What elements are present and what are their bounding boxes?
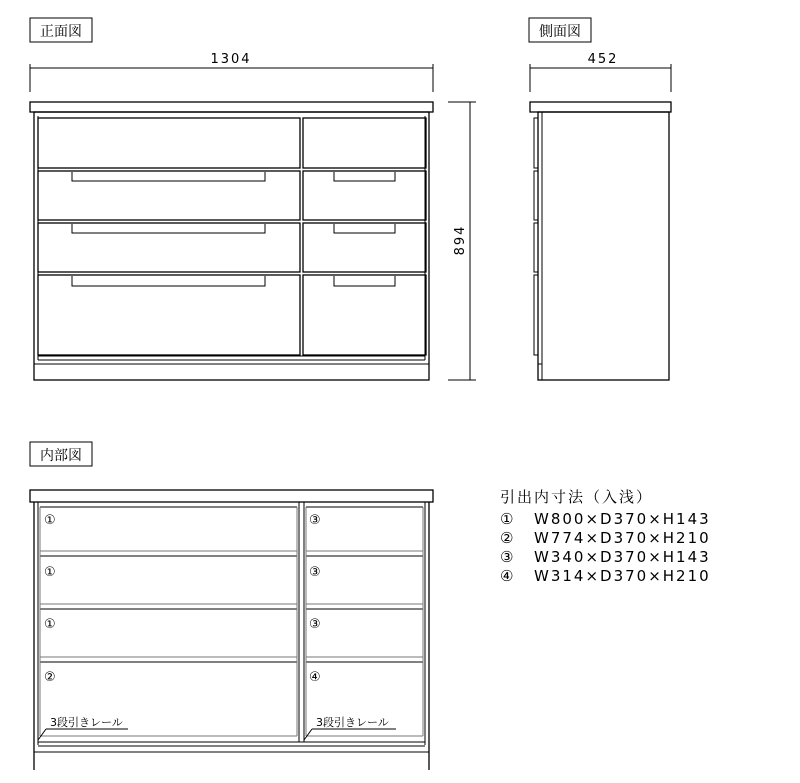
spec-row-1-marker: ①: [500, 510, 516, 528]
front-width-value: 1304: [210, 52, 252, 67]
front-left-drawer-2: [38, 171, 300, 220]
front-body: [34, 112, 429, 380]
side-depth-value: 452: [587, 52, 619, 67]
side-top-board: [530, 102, 671, 112]
interior-view: [30, 442, 433, 770]
front-left-drawer-4: [38, 275, 300, 355]
spec-row-4-marker: ④: [500, 567, 516, 585]
front-left-handle-2: [72, 172, 265, 181]
front-left-handle-4: [72, 276, 265, 286]
interior-right-marker-1: ③: [309, 513, 321, 528]
front-width-dimension: [30, 52, 433, 92]
interior-cabinet: [30, 490, 433, 770]
drawer-specs-title: 引出内寸法（入浅）: [500, 488, 654, 506]
spec-row-3-marker: ③: [500, 548, 516, 566]
front-right-drawer-3: [303, 223, 426, 272]
front-left-handle-3: [72, 224, 265, 233]
front-top-board: [30, 102, 433, 112]
rail-note-right: 3段引きレール: [316, 716, 389, 729]
front-view: [30, 18, 476, 380]
front-left-drawer-1: [38, 118, 300, 168]
rail-note-left-leader: [38, 729, 128, 740]
spec-row-2-size: W774×D370×H210: [534, 529, 711, 547]
interior-right-marker-4: ④: [309, 670, 321, 685]
interior-right-drawer-boxes: [306, 507, 423, 736]
drawer-specs: [500, 488, 711, 585]
rail-note-left: 3段引きレール: [50, 716, 123, 729]
side-body: [538, 112, 669, 380]
front-right-handle-3: [334, 224, 395, 233]
interior-right-marker-3: ③: [309, 617, 321, 632]
front-height-value: 894: [453, 224, 468, 256]
front-right-handle-2: [334, 172, 395, 181]
spec-row-4-size: W314×D370×H210: [534, 567, 711, 585]
front-view-label: 正面図: [40, 24, 82, 40]
interior-left-marker-3: ①: [44, 617, 56, 632]
interior-left-drawer-boxes: [40, 507, 297, 736]
rail-note-right-leader: [304, 729, 396, 740]
side-cabinet: [530, 102, 671, 380]
interior-view-label: 内部図: [40, 448, 82, 464]
side-view-label: 側面図: [539, 24, 581, 40]
front-height-dimension: [448, 102, 476, 380]
front-right-handle-4: [334, 276, 395, 286]
interior-left-marker-2: ①: [44, 565, 56, 580]
front-right-drawer-2: [303, 171, 426, 220]
spec-row-2-marker: ②: [500, 529, 516, 547]
interior-top-board: [30, 490, 433, 502]
side-view: [529, 18, 671, 380]
interior-left-marker-1: ①: [44, 513, 56, 528]
front-left-drawer-3: [38, 223, 300, 272]
front-cabinet: [30, 102, 433, 380]
side-depth-dimension: [530, 52, 671, 92]
interior-left-marker-4: ②: [44, 670, 56, 685]
interior-right-marker-2: ③: [309, 565, 321, 580]
front-right-drawer-4: [303, 275, 426, 355]
spec-row-3-size: W340×D370×H143: [534, 548, 711, 566]
spec-row-1-size: W800×D370×H143: [534, 510, 711, 528]
front-right-drawer-1: [303, 118, 426, 168]
